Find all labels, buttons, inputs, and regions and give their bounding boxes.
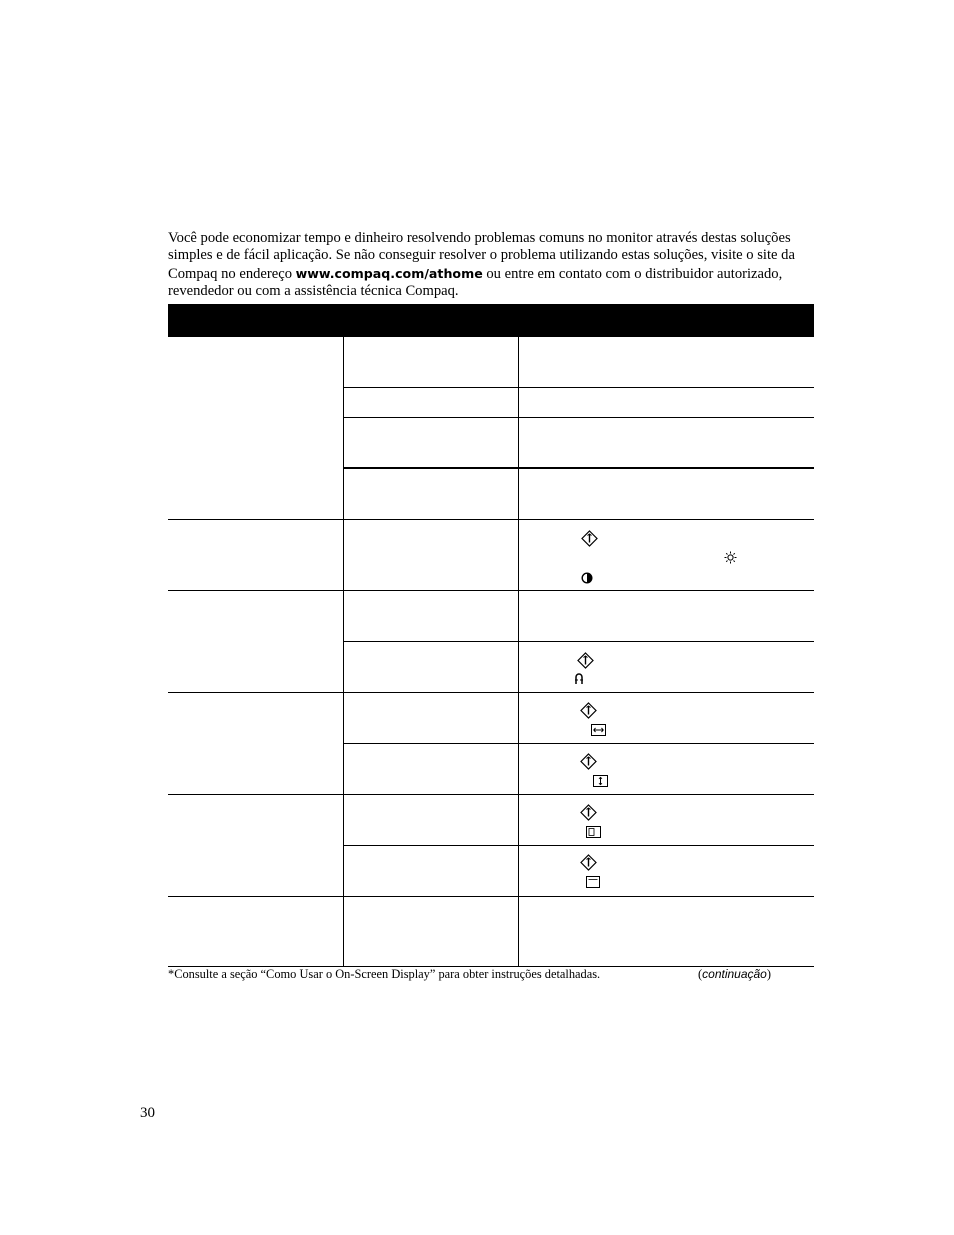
intro-paragraph	[168, 230, 818, 301]
menu-diamond-icon	[580, 753, 597, 770]
row-divider	[343, 417, 814, 418]
page-number: 30	[140, 1105, 155, 1121]
menu-diamond-icon	[581, 530, 598, 547]
menu-diamond-icon	[577, 652, 594, 669]
row-divider	[343, 641, 814, 642]
row-divider	[168, 590, 814, 591]
column-divider-1	[343, 337, 344, 967]
contrast-icon	[581, 572, 593, 584]
continuation-close: )	[766, 967, 771, 981]
menu-diamond-icon	[580, 854, 597, 871]
row-divider	[168, 794, 814, 795]
menu-diamond-icon	[580, 804, 597, 821]
vertical-size-icon	[593, 775, 608, 787]
intro-text-after-link: ou entre em contato com o distribuidor autorizado, revendedor ou com a assistência técnica Compaq.	[168, 265, 783, 300]
horizontal-size-icon	[591, 724, 606, 736]
row-divider	[168, 692, 814, 693]
troubleshooting-table	[168, 304, 814, 968]
continuation-open: (	[698, 967, 703, 981]
row-divider	[343, 387, 814, 388]
row-divider	[168, 896, 814, 897]
compaq-athome-link[interactable]: www.compaq.com/athome	[295, 265, 483, 281]
degauss-icon	[574, 672, 584, 685]
menu-diamond-icon	[580, 702, 597, 719]
row-divider	[343, 743, 814, 744]
horizontal-position-icon	[586, 826, 601, 838]
row-divider	[343, 845, 814, 846]
row-divider	[343, 467, 814, 469]
table-header-bar	[168, 304, 814, 337]
continuation-note	[698, 967, 771, 982]
intro-text-before-link: Você pode economizar tempo e dinheiro resolvendo problemas comuns no monitor através destas soluções simples e de fácil aplicação. Se não conseguir resolver o problema utilizando estas soluções, visite o site da Compaq no endereço	[168, 230, 795, 282]
continuation-word: continuação	[702, 967, 767, 981]
footnote: *Consulte a seção “Como Usar o On-Screen Display” para obter instruções detalhadas.	[168, 967, 601, 981]
row-divider	[168, 519, 814, 520]
column-divider-2	[518, 337, 519, 967]
brightness-sun-icon	[724, 551, 737, 564]
vertical-position-icon	[586, 876, 600, 888]
